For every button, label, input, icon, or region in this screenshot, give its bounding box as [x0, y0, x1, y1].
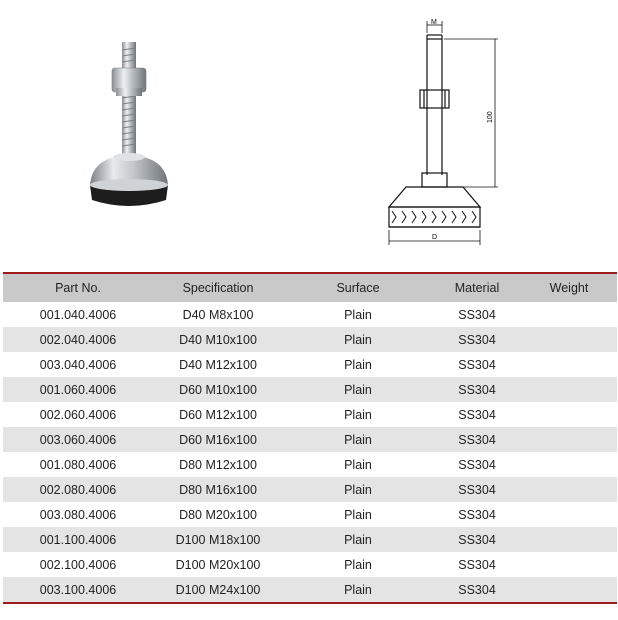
- header-material: Material: [433, 273, 521, 302]
- cell-material: SS304: [458, 507, 496, 522]
- cell-specification: D40 M8x100: [182, 307, 254, 322]
- cell-specification: D40 M12x100: [179, 357, 257, 372]
- cell-part-no: 002.040.4006: [39, 332, 117, 347]
- cell-part-no: 001.080.4006: [39, 457, 117, 472]
- cell-surface: Plain: [344, 307, 372, 322]
- cell-specification: D100 M18x100: [175, 532, 261, 547]
- cell-weight: [521, 352, 617, 377]
- table-body: [3, 302, 617, 603]
- cell-specification: D100 M20x100: [175, 557, 261, 572]
- table-row: [3, 302, 617, 327]
- technical-drawing: [380, 15, 510, 250]
- cell-surface: Plain: [344, 332, 372, 347]
- cell-surface: Plain: [344, 382, 372, 397]
- cell-weight: [521, 377, 617, 402]
- table-row: [3, 352, 617, 377]
- cell-material: SS304: [458, 357, 496, 372]
- cell-material: SS304: [458, 482, 496, 497]
- table-row: [3, 327, 617, 352]
- cell-material: SS304: [458, 382, 496, 397]
- cell-part-no: 003.100.4006: [3, 577, 153, 603]
- table-row: [3, 577, 617, 603]
- cell-specification: D100 M24x100: [153, 577, 283, 603]
- dim-height-label: 100: [487, 111, 494, 123]
- cell-weight: [521, 577, 617, 603]
- table-row: [3, 552, 617, 577]
- cell-surface: Plain: [344, 407, 372, 422]
- cell-material: SS304: [458, 532, 496, 547]
- cell-surface: Plain: [344, 482, 372, 497]
- table-row: [3, 452, 617, 477]
- table-row: [3, 377, 617, 402]
- cell-part-no: 003.080.4006: [39, 507, 117, 522]
- cell-material: SS304: [458, 407, 496, 422]
- cell-weight: [521, 327, 617, 352]
- leveling-foot-photo: [60, 20, 230, 230]
- table-row: [3, 477, 617, 502]
- table-row: [3, 502, 617, 527]
- cell-part-no: 003.040.4006: [39, 357, 117, 372]
- cell-specification: D80 M16x100: [179, 482, 257, 497]
- table-row: [3, 402, 617, 427]
- cell-specification: D80 M12x100: [179, 457, 257, 472]
- cell-surface: Plain: [344, 532, 372, 547]
- cell-part-no: 001.040.4006: [39, 307, 117, 322]
- cell-surface: Plain: [344, 507, 372, 522]
- cell-surface: Plain: [344, 357, 372, 372]
- table-row: [3, 427, 617, 452]
- cell-weight: [521, 527, 617, 552]
- cell-material: SS304: [458, 557, 496, 572]
- cell-part-no: 002.100.4006: [39, 557, 117, 572]
- cell-weight: [521, 302, 617, 327]
- cell-material: SS304: [458, 307, 496, 322]
- cell-weight: [521, 427, 617, 452]
- cell-material: SS304: [458, 457, 496, 472]
- cell-specification: D60 M10x100: [179, 382, 257, 397]
- cell-weight: [521, 502, 617, 527]
- cell-part-no: 001.100.4006: [39, 532, 117, 547]
- header-weight: Weight: [521, 273, 617, 302]
- dim-m-label: M: [431, 19, 437, 26]
- cell-material: SS304: [433, 577, 521, 603]
- header-part-no: Part No.: [3, 273, 153, 302]
- header-specification: Specification: [153, 273, 283, 302]
- cell-weight: [521, 552, 617, 577]
- cell-weight: [521, 477, 617, 502]
- cell-specification: D40 M10x100: [179, 332, 257, 347]
- cell-surface: Plain: [344, 457, 372, 472]
- cell-specification: D60 M12x100: [179, 407, 257, 422]
- cell-specification: D80 M20x100: [179, 507, 257, 522]
- cell-part-no: 002.080.4006: [39, 482, 117, 497]
- cell-surface: Plain: [283, 577, 433, 603]
- dim-d-label: D: [432, 234, 438, 241]
- cell-part-no: 003.060.4006: [39, 432, 117, 447]
- cell-material: SS304: [458, 332, 496, 347]
- cell-surface: Plain: [344, 557, 372, 572]
- table-header-row: [3, 273, 617, 302]
- table-row: [3, 527, 617, 552]
- header-surface: Surface: [283, 273, 433, 302]
- spec-table: [3, 272, 617, 604]
- cell-part-no: 002.060.4006: [39, 407, 117, 422]
- cell-surface: Plain: [344, 432, 372, 447]
- cell-material: SS304: [458, 432, 496, 447]
- cell-weight: [521, 402, 617, 427]
- cell-weight: [521, 452, 617, 477]
- cell-part-no: 001.060.4006: [39, 382, 117, 397]
- cell-specification: D60 M16x100: [179, 432, 257, 447]
